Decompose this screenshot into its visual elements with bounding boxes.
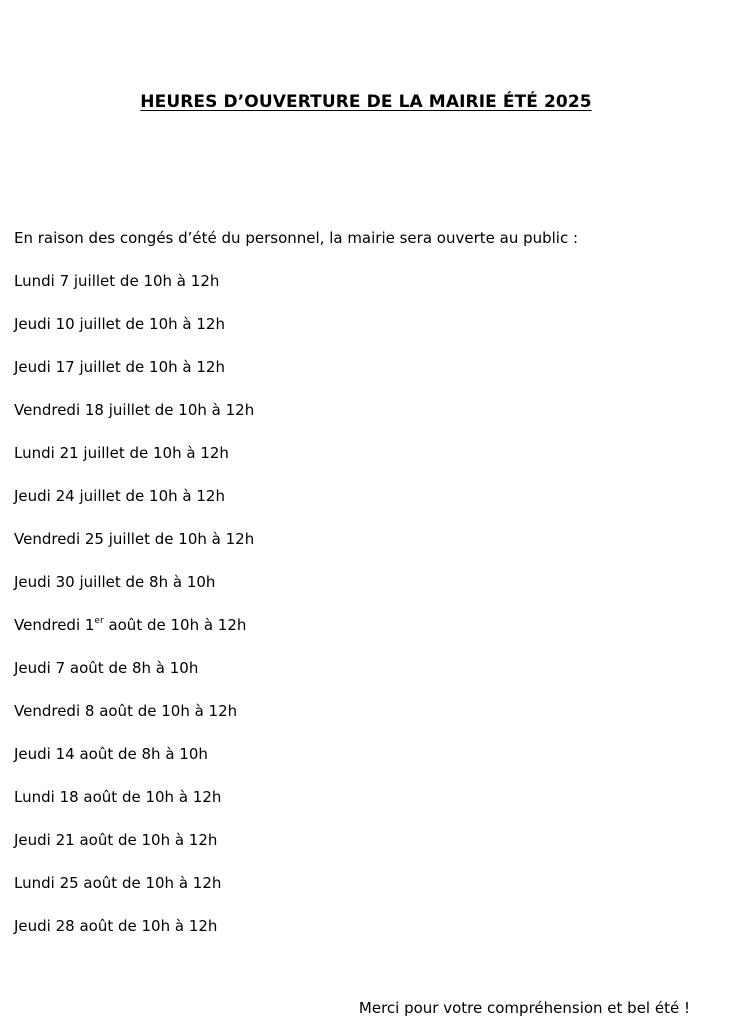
schedule-item: Jeudi 14 août de 8h à 10h [14, 745, 208, 763]
schedule-item [14, 615, 254, 658]
schedule-item: Vendredi 18 juillet de 10h à 12h [14, 401, 255, 419]
schedule-item: Lundi 7 juillet de 10h à 12h [14, 272, 220, 290]
schedule-item-suffix: août de 10h à 12h [103, 616, 247, 634]
schedule-item: Vendredi 8 août de 10h à 12h [14, 702, 238, 720]
schedule-item-prefix: Vendredi 1 [14, 616, 95, 634]
document-title: HEURES D’OUVERTURE DE LA MAIRIE ÉTÉ 2025 [140, 92, 592, 112]
schedule-item: Lundi 25 août de 10h à 12h [14, 874, 222, 892]
intro-paragraph: En raison des congés d’été du personnel, la mairie sera ouverte au public : [14, 229, 579, 247]
schedule-item: Jeudi 28 août de 10h à 12h [14, 917, 218, 935]
schedule-item: Lundi 18 août de 10h à 12h [14, 788, 222, 806]
schedule-item: Vendredi 25 juillet de 10h à 12h [14, 530, 255, 548]
schedule-item: Jeudi 30 juillet de 8h à 10h [14, 573, 216, 591]
ordinal-superscript: er [94, 616, 104, 626]
schedule-item: Jeudi 24 juillet de 10h à 12h [14, 487, 225, 505]
schedule-item: Lundi 21 juillet de 10h à 12h [14, 444, 229, 462]
schedule-item: Jeudi 21 août de 10h à 12h [14, 831, 218, 849]
schedule-item: Jeudi 17 juillet de 10h à 12h [14, 358, 225, 376]
closing-message: Merci pour votre compréhension et bel été ! [358, 999, 690, 1017]
opening-schedule-list [14, 271, 254, 959]
schedule-item: Jeudi 7 août de 8h à 10h [14, 659, 199, 677]
schedule-item: Jeudi 10 juillet de 10h à 12h [14, 315, 225, 333]
